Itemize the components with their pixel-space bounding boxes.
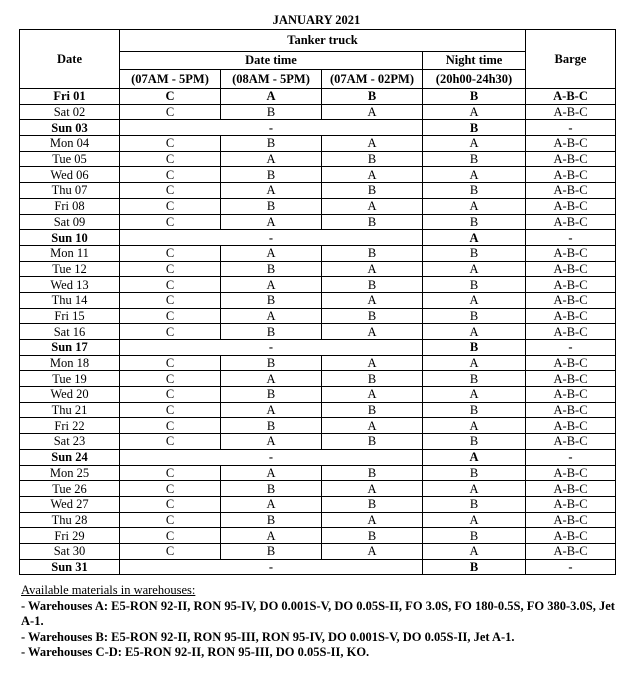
table-row <box>20 136 616 152</box>
cell-barge: A-B-C <box>526 434 616 450</box>
table-row <box>20 292 616 308</box>
table-row <box>20 245 616 261</box>
cell-date: Wed 20 <box>20 387 120 403</box>
cell-slot-1: C <box>120 261 221 277</box>
cell-slot-1: C <box>120 355 221 371</box>
cell-barge: - <box>526 559 616 575</box>
cell-slot-2: B <box>221 418 322 434</box>
table-row-sunday <box>20 449 616 465</box>
table-row <box>20 496 616 512</box>
cell-date: Tue 12 <box>20 261 120 277</box>
cell-slot-1: C <box>120 481 221 497</box>
header-date: Date <box>20 30 120 89</box>
cell-barge: A-B-C <box>526 371 616 387</box>
cell-slot-1: C <box>120 308 221 324</box>
cell-slot-3: B <box>322 89 423 105</box>
table-row-sunday <box>20 120 616 136</box>
cell-slot-2: B <box>221 481 322 497</box>
cell-night: A <box>423 481 526 497</box>
cell-slot-2: B <box>221 355 322 371</box>
cell-date: Sun 03 <box>20 120 120 136</box>
cell-slot-1: C <box>120 418 221 434</box>
cell-barge: A-B-C <box>526 245 616 261</box>
table-row <box>20 151 616 167</box>
cell-slot-3: B <box>322 183 423 199</box>
cell-barge: A-B-C <box>526 151 616 167</box>
cell-date: Wed 06 <box>20 167 120 183</box>
cell-barge: A-B-C <box>526 183 616 199</box>
header-slot-night: (20h00-24h30) <box>423 70 526 89</box>
table-row <box>20 183 616 199</box>
cell-night: B <box>423 277 526 293</box>
table-row <box>20 167 616 183</box>
cell-date: Thu 28 <box>20 512 120 528</box>
cell-night: A <box>423 324 526 340</box>
table-row <box>20 512 616 528</box>
cell-slot-2: A <box>221 465 322 481</box>
table-row <box>20 324 616 340</box>
cell-date: Tue 26 <box>20 481 120 497</box>
cell-slot-2: A <box>221 528 322 544</box>
cell-slot-2: A <box>221 496 322 512</box>
cell-slot-1: C <box>120 512 221 528</box>
cell-slot-3: B <box>322 496 423 512</box>
table-row <box>20 371 616 387</box>
document-title: JANUARY 2021 <box>272 13 361 27</box>
cell-slot-2: B <box>221 261 322 277</box>
cell-slot-3: B <box>322 434 423 450</box>
header-date-time: Date time <box>120 52 423 70</box>
cell-slot-3: A <box>322 167 423 183</box>
table-row <box>20 528 616 544</box>
header-barge: Barge <box>526 30 616 89</box>
cell-slot-1: C <box>120 465 221 481</box>
cell-date: Sun 17 <box>20 340 120 356</box>
cell-barge: A-B-C <box>526 512 616 528</box>
table-row <box>20 198 616 214</box>
cell-night: B <box>423 434 526 450</box>
header-slot-1: (07AM - 5PM) <box>120 70 221 89</box>
cell-barge: A-B-C <box>526 198 616 214</box>
cell-date: Thu 21 <box>20 402 120 418</box>
cell-barge: A-B-C <box>526 261 616 277</box>
cell-barge: A-B-C <box>526 308 616 324</box>
header-night-time: Night time <box>423 52 526 70</box>
cell-slot-1: C <box>120 136 221 152</box>
cell-slot-2: A <box>221 245 322 261</box>
cell-barge: - <box>526 340 616 356</box>
cell-night: B <box>423 340 526 356</box>
cell-slot-3: A <box>322 355 423 371</box>
cell-barge: A-B-C <box>526 528 616 544</box>
cell-night: B <box>423 183 526 199</box>
cell-date: Sat 30 <box>20 543 120 559</box>
cell-barge: - <box>526 449 616 465</box>
cell-barge: A-B-C <box>526 292 616 308</box>
cell-slot-3: A <box>322 543 423 559</box>
table-row <box>20 104 616 120</box>
cell-barge: A-B-C <box>526 277 616 293</box>
cell-day-closed: - <box>120 340 423 356</box>
table-row-sunday <box>20 340 616 356</box>
cell-slot-1: C <box>120 434 221 450</box>
cell-night: B <box>423 245 526 261</box>
cell-slot-2: B <box>221 136 322 152</box>
cell-slot-1: C <box>120 245 221 261</box>
cell-night: A <box>423 543 526 559</box>
header-tanker-truck: Tanker truck <box>120 30 526 52</box>
cell-slot-3: A <box>322 292 423 308</box>
cell-slot-1: C <box>120 89 221 105</box>
cell-night: A <box>423 512 526 528</box>
cell-slot-1: C <box>120 198 221 214</box>
cell-slot-3: B <box>322 214 423 230</box>
cell-date: Mon 11 <box>20 245 120 261</box>
table-row <box>20 308 616 324</box>
cell-slot-2: A <box>221 434 322 450</box>
cell-night: A <box>423 198 526 214</box>
cell-slot-3: B <box>322 277 423 293</box>
cell-slot-3: A <box>322 136 423 152</box>
cell-slot-1: C <box>120 167 221 183</box>
cell-slot-3: A <box>322 387 423 403</box>
cell-barge: A-B-C <box>526 136 616 152</box>
cell-slot-3: A <box>322 198 423 214</box>
cell-date: Tue 19 <box>20 371 120 387</box>
cell-date: Sun 10 <box>20 230 120 246</box>
cell-slot-3: B <box>322 402 423 418</box>
cell-slot-2: A <box>221 308 322 324</box>
cell-night: B <box>423 151 526 167</box>
cell-date: Sun 24 <box>20 449 120 465</box>
table-row <box>20 402 616 418</box>
table-row <box>20 465 616 481</box>
cell-barge: A-B-C <box>526 89 616 105</box>
cell-slot-2: B <box>221 167 322 183</box>
cell-date: Wed 27 <box>20 496 120 512</box>
table-row <box>20 355 616 371</box>
table-row <box>20 89 616 105</box>
cell-date: Fri 22 <box>20 418 120 434</box>
cell-date: Mon 25 <box>20 465 120 481</box>
cell-date: Mon 18 <box>20 355 120 371</box>
cell-slot-1: C <box>120 324 221 340</box>
cell-night: B <box>423 402 526 418</box>
table-row <box>20 434 616 450</box>
cell-barge: A-B-C <box>526 324 616 340</box>
cell-night: B <box>423 559 526 575</box>
cell-barge: - <box>526 120 616 136</box>
cell-slot-1: C <box>120 214 221 230</box>
cell-date: Sat 09 <box>20 214 120 230</box>
warehouse-notes <box>21 583 621 661</box>
cell-night: A <box>423 261 526 277</box>
cell-slot-2: A <box>221 371 322 387</box>
schedule-table <box>19 29 616 575</box>
cell-slot-3: A <box>322 418 423 434</box>
cell-night: B <box>423 465 526 481</box>
cell-night: A <box>423 230 526 246</box>
cell-barge: A-B-C <box>526 104 616 120</box>
cell-date: Fri 15 <box>20 308 120 324</box>
cell-slot-3: B <box>322 371 423 387</box>
cell-day-closed: - <box>120 559 423 575</box>
cell-slot-3: A <box>322 481 423 497</box>
cell-slot-2: A <box>221 277 322 293</box>
cell-night: A <box>423 449 526 465</box>
cell-date: Mon 04 <box>20 136 120 152</box>
cell-slot-1: C <box>120 277 221 293</box>
cell-slot-1: C <box>120 183 221 199</box>
cell-slot-2: B <box>221 104 322 120</box>
cell-slot-1: C <box>120 387 221 403</box>
cell-night: B <box>423 89 526 105</box>
cell-date: Fri 08 <box>20 198 120 214</box>
table-row <box>20 214 616 230</box>
table-row <box>20 543 616 559</box>
cell-barge: A-B-C <box>526 465 616 481</box>
cell-date: Sat 02 <box>20 104 120 120</box>
cell-date: Sat 16 <box>20 324 120 340</box>
cell-night: A <box>423 167 526 183</box>
cell-date: Sun 31 <box>20 559 120 575</box>
cell-slot-2: A <box>221 89 322 105</box>
cell-date: Wed 13 <box>20 277 120 293</box>
header-slot-2: (08AM - 5PM) <box>221 70 322 89</box>
table-row <box>20 481 616 497</box>
cell-slot-2: A <box>221 183 322 199</box>
cell-barge: A-B-C <box>526 402 616 418</box>
cell-slot-3: A <box>322 512 423 528</box>
cell-slot-1: C <box>120 151 221 167</box>
cell-slot-3: A <box>322 261 423 277</box>
cell-slot-3: B <box>322 308 423 324</box>
cell-day-closed: - <box>120 120 423 136</box>
cell-barge: A-B-C <box>526 214 616 230</box>
cell-slot-2: A <box>221 402 322 418</box>
notes-heading: Available materials in warehouses: <box>21 583 196 597</box>
cell-night: A <box>423 104 526 120</box>
cell-barge: A-B-C <box>526 387 616 403</box>
cell-day-closed: - <box>120 230 423 246</box>
cell-night: B <box>423 214 526 230</box>
table-row-sunday <box>20 559 616 575</box>
cell-slot-1: C <box>120 104 221 120</box>
cell-barge: A-B-C <box>526 418 616 434</box>
notes-warehouse-b: - Warehouses B: E5-RON 92-II, RON 95-III, RON 95-IV, DO 0.001S-V, DO 0.05S-II, Jet A-1. <box>21 629 515 644</box>
cell-barge: A-B-C <box>526 543 616 559</box>
table-row <box>20 261 616 277</box>
cell-slot-3: B <box>322 151 423 167</box>
cell-date: Thu 14 <box>20 292 120 308</box>
table-row-sunday <box>20 230 616 246</box>
cell-slot-3: B <box>322 528 423 544</box>
cell-date: Fri 29 <box>20 528 120 544</box>
cell-slot-2: B <box>221 292 322 308</box>
cell-slot-2: B <box>221 387 322 403</box>
cell-night: B <box>423 496 526 512</box>
cell-slot-3: B <box>322 465 423 481</box>
cell-slot-2: B <box>221 543 322 559</box>
cell-slot-2: A <box>221 151 322 167</box>
cell-slot-3: B <box>322 245 423 261</box>
schedule-body <box>20 89 616 575</box>
cell-date: Tue 05 <box>20 151 120 167</box>
cell-slot-1: C <box>120 402 221 418</box>
cell-date: Sat 23 <box>20 434 120 450</box>
notes-warehouse-cd: - Warehouses C-D: E5-RON 92-II, RON 95-III, DO 0.05S-II, KO. <box>21 645 370 660</box>
cell-slot-2: B <box>221 324 322 340</box>
cell-barge: A-B-C <box>526 481 616 497</box>
cell-slot-3: A <box>322 104 423 120</box>
cell-night: A <box>423 387 526 403</box>
cell-slot-2: B <box>221 198 322 214</box>
cell-slot-3: A <box>322 324 423 340</box>
cell-slot-2: A <box>221 214 322 230</box>
cell-date: Thu 07 <box>20 183 120 199</box>
cell-night: A <box>423 136 526 152</box>
cell-slot-1: C <box>120 292 221 308</box>
cell-slot-1: C <box>120 371 221 387</box>
cell-day-closed: - <box>120 449 423 465</box>
cell-barge: A-B-C <box>526 355 616 371</box>
cell-slot-2: B <box>221 512 322 528</box>
cell-barge: A-B-C <box>526 167 616 183</box>
cell-night: A <box>423 355 526 371</box>
cell-slot-1: C <box>120 496 221 512</box>
header-slot-3: (07AM - 02PM) <box>322 70 423 89</box>
cell-night: A <box>423 418 526 434</box>
cell-night: B <box>423 371 526 387</box>
cell-barge: - <box>526 230 616 246</box>
cell-night: B <box>423 120 526 136</box>
cell-night: A <box>423 292 526 308</box>
table-row <box>20 387 616 403</box>
table-row <box>20 418 616 434</box>
cell-barge: A-B-C <box>526 496 616 512</box>
cell-date: Fri 01 <box>20 89 120 105</box>
notes-warehouse-a: - Warehouses A: E5-RON 92-II, RON 95-IV, DO 0.001S-V, DO 0.05S-II, FO 3.0S, FO 180-0.5S, FO 380-3.0S, Jet A-1. <box>21 598 615 629</box>
cell-slot-1: C <box>120 528 221 544</box>
cell-slot-1: C <box>120 543 221 559</box>
cell-night: B <box>423 528 526 544</box>
table-row <box>20 277 616 293</box>
cell-night: B <box>423 308 526 324</box>
